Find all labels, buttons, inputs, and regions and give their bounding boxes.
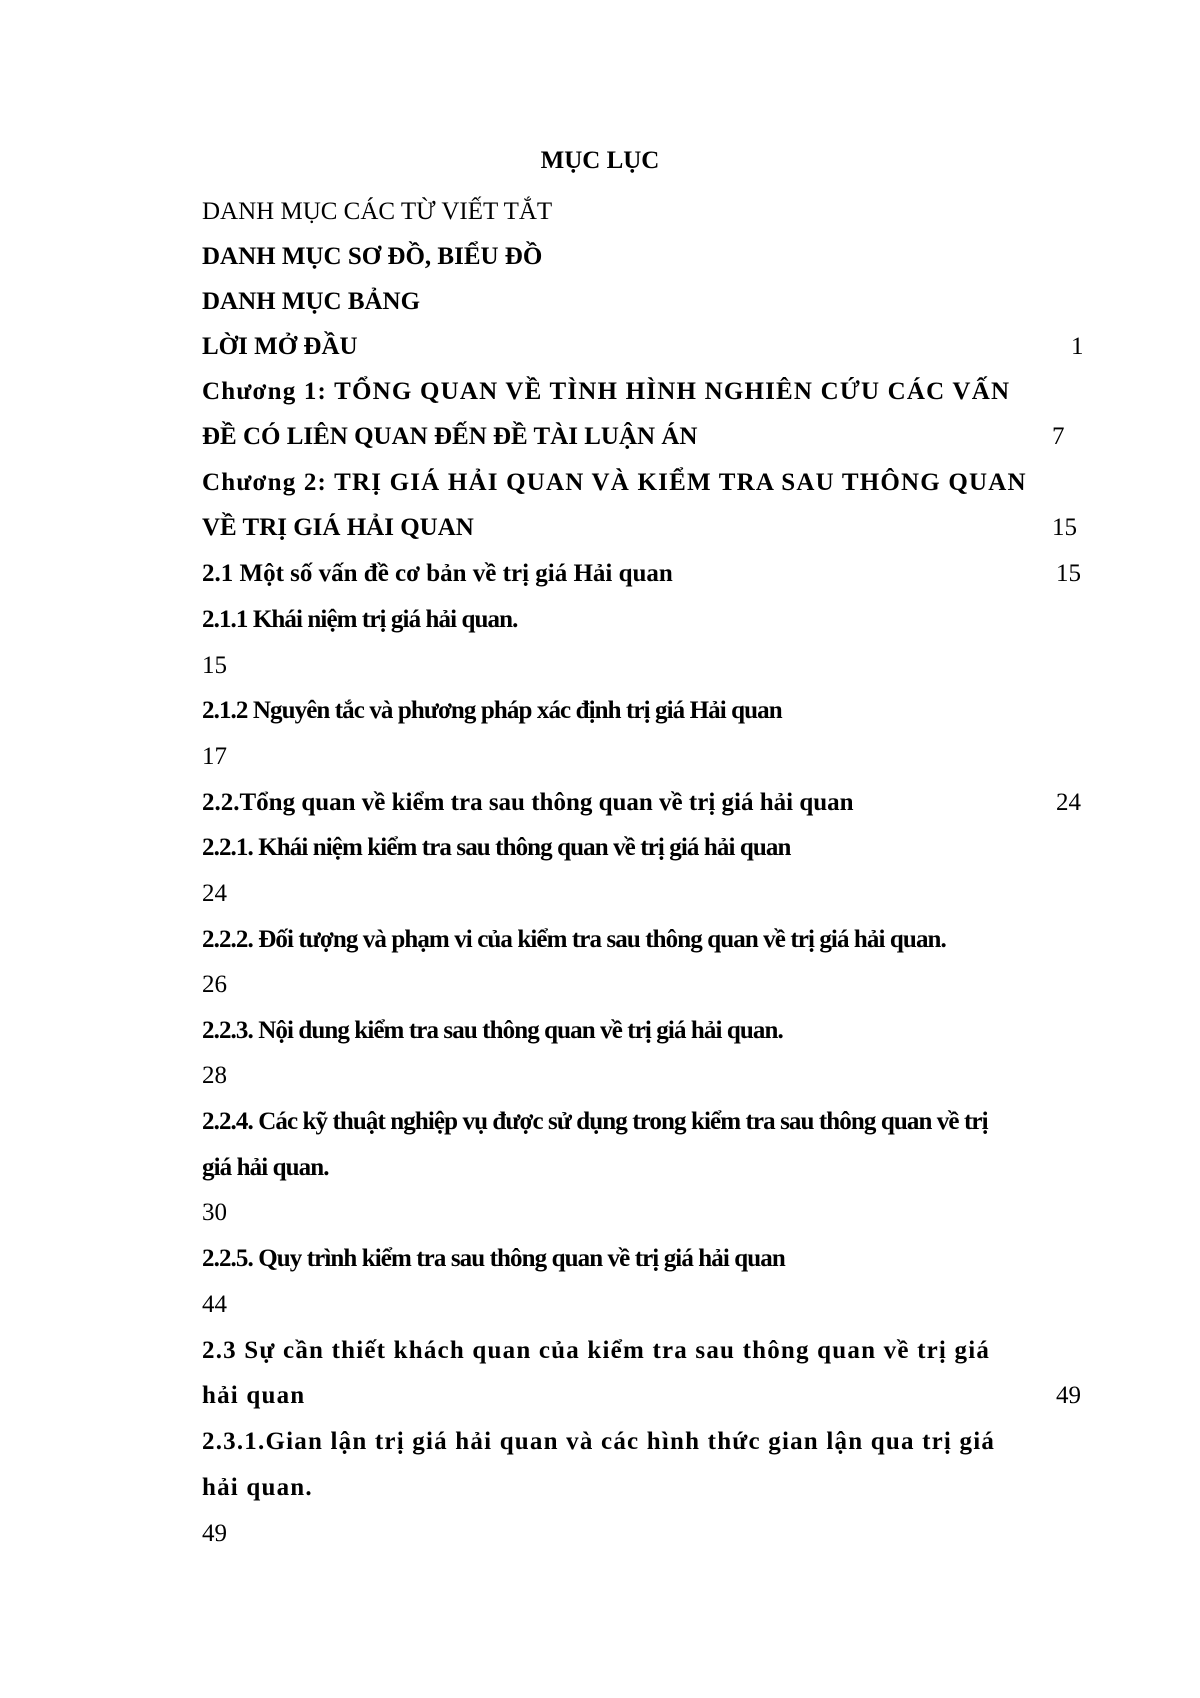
toc-entry-section-2-1-1: 2.1.1 Khái niệm trị giá hải quan.	[202, 606, 518, 633]
toc-page-number: 24	[1056, 789, 1081, 816]
toc-page-number: 30	[202, 1199, 227, 1226]
toc-entry-section-2-2-5: 2.2.5. Quy trình kiểm tra sau thông quan về trị giá hải quan	[202, 1245, 785, 1272]
toc-page-number: 44	[202, 1291, 227, 1318]
toc-entry-section-2-3-1: 2.3.1.Gian lận trị giá hải quan và các hình thức gian lận qua trị giá	[202, 1428, 996, 1455]
page-title: MỤC LỤC	[540, 147, 660, 174]
toc-entry-tables: DANH MỤC BẢNG	[202, 288, 421, 315]
toc-page-number: 7	[1052, 423, 1065, 450]
toc-page-number: 49	[1056, 1382, 1081, 1409]
toc-page-number: 17	[202, 743, 227, 770]
toc-entry-section-2-2: 2.2.Tổng quan về kiểm tra sau thông quan về trị giá hải quan	[202, 789, 854, 816]
toc-entry-section-2-1: 2.1 Một số vấn đề cơ bản về trị giá Hải quan	[202, 560, 673, 587]
toc-page-number: 15	[1056, 560, 1081, 587]
toc-entry-section-2-3-cont: hải quan	[202, 1382, 306, 1409]
toc-entry-chapter-1: Chương 1: TỔNG QUAN VỀ TÌNH HÌNH NGHIÊN CỨU CÁC VẤN	[202, 378, 1011, 405]
toc-page-number: 15	[202, 652, 227, 679]
toc-entry-section-2-2-2: 2.2.2. Đối tượng và phạm vi của kiểm tra sau thông quan về trị giá hải quan.	[202, 926, 946, 953]
toc-entry-chapter-2: Chương 2: TRỊ GIÁ HẢI QUAN VÀ KIỂM TRA SAU THÔNG QUAN	[202, 469, 1027, 496]
toc-entry-section-2-1-2: 2.1.2 Nguyên tắc và phương pháp xác định trị giá Hải quan	[202, 697, 782, 724]
toc-entry-section-2-3-1-cont: hải quan.	[202, 1474, 313, 1501]
toc-entry-chapter-2-cont: VỀ TRỊ GIÁ HẢI QUAN	[202, 514, 474, 541]
toc-entry-section-2-2-1: 2.2.1. Khái niệm kiểm tra sau thông quan về trị giá hải quan	[202, 834, 791, 861]
toc-entry-section-2-3: 2.3 Sự cần thiết khách quan của kiểm tra sau thông quan về trị giá	[202, 1337, 991, 1364]
toc-page-number: 24	[202, 880, 227, 907]
toc-entry-diagrams: DANH MỤC SƠ ĐỒ, BIỂU ĐỒ	[202, 243, 543, 270]
toc-entry-section-2-2-4: 2.2.4. Các kỹ thuật nghiệp vụ được sử dụng trong kiểm tra sau thông quan về trị	[202, 1108, 988, 1135]
toc-page-number: 15	[1052, 514, 1077, 541]
toc-entry-section-2-2-3: 2.2.3. Nội dung kiểm tra sau thông quan về trị giá hải quan.	[202, 1017, 783, 1044]
toc-entry-introduction: LỜI MỞ ĐẦU	[202, 333, 358, 360]
toc-page-number: 49	[202, 1520, 227, 1547]
toc-page-number: 1	[1071, 333, 1084, 360]
toc-page-number: 28	[202, 1062, 227, 1089]
toc-page-number: 26	[202, 971, 227, 998]
toc-entry-chapter-1-cont: ĐỀ CÓ LIÊN QUAN ĐẾN ĐỀ TÀI LUẬN ÁN	[202, 423, 698, 450]
toc-entry-abbreviations: DANH MỤC CÁC TỪ VIẾT TẮT	[202, 198, 553, 225]
toc-entry-section-2-2-4-cont: giá hải quan.	[202, 1154, 329, 1181]
